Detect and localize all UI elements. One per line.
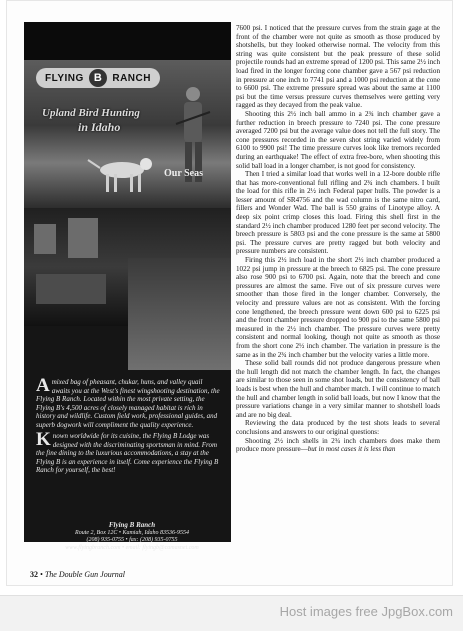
- ad-contact-address: Route 2, Box 12C • Kamiah, Idaho 83536-9554: [75, 529, 189, 536]
- page-footer: [30, 570, 125, 579]
- ad-copy: [36, 375, 222, 478]
- article-paragraph-last: [236, 437, 440, 454]
- ad-top-band: [24, 22, 231, 60]
- article-paragraph: Reviewing the data produced by the test shots leads to several conclusions and answers to our original questions:: [236, 419, 440, 436]
- photo-caption: Our Seas: [164, 168, 203, 179]
- ad-paragraph-1: A mixed bag of pheasant, chukar, huns, and valley quail awaits you at the West's finest wingshooting destination, the Flying B Ranch. Located within the most private setting, the Flying B's 4,500 acres of closely managed habitat is rich in history and wildlife. Custom field work, professional guides, and superb dogwork will compliment the quality experience.: [36, 375, 220, 429]
- article-paragraph: 7600 psi. I noticed that the pressure curves from the strain gage at the front of the chamber were not quite as smooth as those produced by shotshells, but they looked otherwise normal. The velocity from this string was quite consistent but the peak pressure of these solid projectile rounds had an extreme spread of 1200 psi. This same 2½ inch load fired in the longer forcing cone chamber gave a 567 psi reduction in pressure at one inch to 7741 psi and a 1000 psi reduction at the cone to 6600 psi. The extreme pressure spread was about the same at 1100 psi but the time versus pressure curves themselves were getting very ragged as they decayed from the peak value.: [236, 24, 440, 110]
- lodge-window: [34, 224, 56, 254]
- article-last-italic: but in most cases it is less than: [307, 445, 396, 454]
- slogan-line-2: in Idaho: [78, 120, 121, 134]
- drop-cap-letter: A: [36, 375, 50, 396]
- bird-hunting-photo: [128, 258, 231, 370]
- article-paragraph: These solid ball rounds did not produce dangerous pressure when the hull length did not match the chamber length. In fact, the changes are similar to those seen in some shot loads, but the consistency of ball loads is best when the hull and chamber match. I will continue to match the hull and chamber length in solid ball loads, but now I know that the pressure variations change in a very similar manner to shotshell loads and are no big deal.: [236, 359, 440, 419]
- article-paragraph: Shooting this 2½ inch ball ammo in a 2¾ inch chamber gave a further reduction in breech pressure to 7240 psi. The cone pressure averaged 7200 psi but the average value does not tell the full story. The cone pressures recorded in the seven shot string varied widely from 6100 to 9900 psi! The time pressure curves look like tremors recorded during an earthquake! The effect of extra free-bore, when shooting this solid ball load in a longer chamber, is not good for consistency.: [236, 109, 440, 170]
- host-watermark-link[interactable]: Host images free JpgBox.com: [279, 604, 453, 619]
- slogan-line-1: Upland Bird Hunting: [42, 107, 140, 119]
- article-paragraph: Firing this 2½ inch load in the short 2½ inch chamber produced a 1022 psi jump in pressure at the breech to 6825 psi. The cone pressure also rose 900 psi to 6700 psi. Again, note that the breech and cone pressures are almost the same. Five out of six pressure curves were smoother than those fired in the longer chamber. Conversely, the velocity and pressure values are not as consistent. With the forcing cone lengthened, the breech pressure went down 600 psi to 6225 psi and the front chamber pressure dropped to 900 psi to the same 5800 psi measured in the 2½ inch chamber. The pressure curves were pretty consistent and normal looking, though not quite as smooth as those from the short cone 2½ inch chamber. The variation in pressure is the same as in the 2¾ inch chamber but the velocity varies a little more.: [236, 256, 440, 359]
- page-number: 32: [30, 570, 38, 579]
- lodge-table: [36, 274, 106, 304]
- drop-cap-letter: K: [36, 429, 51, 450]
- ad-contact-block: [42, 522, 222, 552]
- article-column: [236, 24, 440, 576]
- ad-contact-name: Flying B Ranch: [108, 521, 156, 529]
- footer-bullet: •: [40, 570, 43, 579]
- journal-title: The Double Gun Journal: [44, 570, 126, 579]
- logo-lettering: FLYING B RANCH: [45, 69, 151, 87]
- bird-dog-silhouette: [84, 154, 164, 194]
- ad-paragraph-2: Known worldwide for its cuisine, the Flying B Lodge was designed with the discriminating sportsman in mind. From the fine dining to the luxurious accommodations, a stay at the Flying B is an experience in itself. Come experience the Flying B Ranch for yourself, the best!: [36, 429, 219, 474]
- article-last-text: Shooting 2½ inch shells in 2¾ inch chambers does make them produce more pressure—: [236, 436, 440, 454]
- flying-b-logo: [36, 68, 160, 88]
- ad-contact-web: www.flyingbranch.com • email: flyingb@camasnet.com: [65, 544, 199, 551]
- lodge-window: [68, 218, 98, 258]
- ad-slogan: [42, 106, 140, 134]
- ad-contact-phone: (208) 935-0755 • fax: (208) 935-0755: [86, 537, 178, 543]
- flying-b-ranch-advertisement: [24, 22, 231, 551]
- article-paragraph: Then I tried a similar load that works well in a 12-bore double rifle that has more-conventional full rifling and 2¾ inch chambers. I built the load for this rifle in 2½ inch Federal paper hulls. The powder is a lesser amount of SR4756 and the wad column is the same nitro card, fillers and Wonder Wad. The ball is 550 grains of Linotype alloy. A deep six point crimp closes this load. Firing this shell first in the standard 2½ inch chamber produced 1280 feet per second velocity. The breech pressure is 5803 psi and the cone pressure is the same at 5800 psi. The pressure curves are pretty ragged but both velocity and pressure numbers are consistent.: [236, 170, 440, 256]
